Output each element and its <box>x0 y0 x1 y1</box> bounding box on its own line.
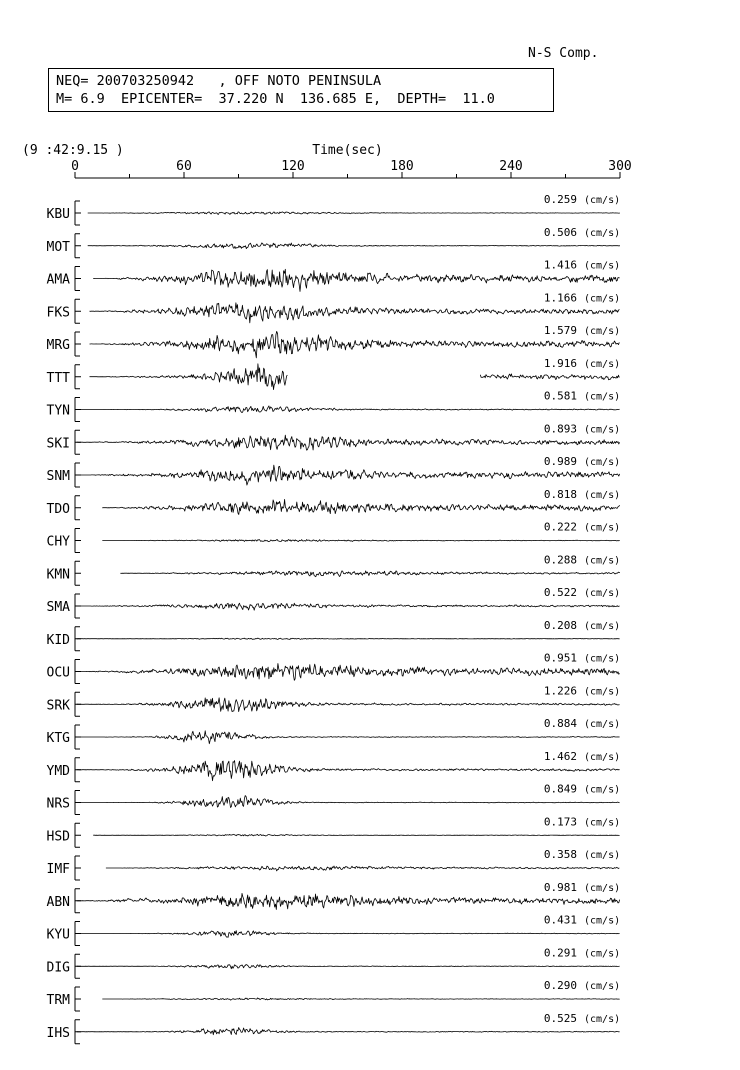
component-label: N-S Comp. <box>528 46 599 61</box>
station-trace-ihs <box>47 1012 621 1044</box>
station-trace-chy <box>47 521 621 553</box>
waveform <box>77 1028 620 1035</box>
station-label: KYU <box>46 927 70 943</box>
station-label: OCU <box>46 665 70 681</box>
peak-unit: (cm/s) <box>584 391 621 403</box>
peak-unit: (cm/s) <box>584 424 621 436</box>
peak-value: 0.581 <box>543 389 577 403</box>
waveform <box>102 499 619 514</box>
station-label: TDO <box>46 501 70 517</box>
peak-value: 0.525 <box>543 1011 577 1025</box>
station-label: KBU <box>46 207 70 222</box>
station-trace-kyu <box>47 914 621 946</box>
station-label: SKI <box>46 436 70 452</box>
station-label: IHS <box>46 1025 70 1041</box>
peak-unit: (cm/s) <box>584 293 621 305</box>
station-trace-ski <box>47 422 621 454</box>
waveform <box>77 664 620 681</box>
station-trace-ttt <box>47 357 621 390</box>
peak-unit: (cm/s) <box>584 457 621 468</box>
peak-unit: (cm/s) <box>584 882 621 894</box>
station-trace-nrs <box>47 783 621 815</box>
x-tick-label: 0 <box>71 159 79 174</box>
waveform <box>102 540 619 542</box>
station-trace-kid <box>47 619 621 651</box>
station-trace-srk <box>47 684 621 716</box>
station-label: CHY <box>46 534 70 550</box>
peak-unit: (cm/s) <box>584 817 621 829</box>
peak-unit: (cm/s) <box>584 1013 621 1025</box>
waveform <box>120 571 620 577</box>
peak-value: 0.431 <box>543 913 577 927</box>
peak-value: 0.291 <box>543 946 577 960</box>
station-label: TYN <box>46 403 70 419</box>
x-axis-title: Time(sec) <box>312 143 383 158</box>
station-label: SNM <box>46 469 70 484</box>
peak-value: 0.893 <box>543 422 577 436</box>
peak-value: 0.884 <box>543 717 577 730</box>
station-label: KMN <box>46 567 70 583</box>
x-tick-label: 180 <box>390 159 414 174</box>
waveform <box>88 212 620 215</box>
waveform <box>77 638 620 639</box>
waveform <box>77 603 620 610</box>
station-label: YMD <box>46 763 70 779</box>
waveform <box>77 698 620 712</box>
peak-unit: (cm/s) <box>584 981 621 992</box>
peak-value: 1.462 <box>543 749 577 763</box>
peak-value: 0.522 <box>543 586 577 599</box>
waveform <box>93 269 619 291</box>
station-label: FKS <box>46 305 70 321</box>
station-trace-kbu <box>47 193 621 225</box>
waveform <box>93 834 619 836</box>
peak-value: 1.579 <box>543 324 577 337</box>
station-label: MOT <box>46 239 70 255</box>
waveform <box>77 893 620 909</box>
station-label: SMA <box>46 600 70 615</box>
station-label: KID <box>46 632 70 648</box>
peak-value: 0.222 <box>543 520 577 534</box>
station-trace-imf <box>47 848 621 880</box>
peak-value: 0.208 <box>543 618 577 632</box>
station-trace-sma <box>47 586 621 618</box>
x-tick-label: 120 <box>281 159 305 174</box>
peak-unit: (cm/s) <box>584 620 621 632</box>
peak-value: 0.981 <box>543 880 577 894</box>
waveform <box>90 303 620 323</box>
peak-unit: (cm/s) <box>584 948 621 960</box>
station-trace-ama <box>47 259 621 292</box>
peak-unit: (cm/s) <box>584 489 621 501</box>
waveform <box>88 243 620 249</box>
peak-value: 1.416 <box>543 258 577 272</box>
peak-value: 1.226 <box>543 684 577 698</box>
peak-unit: (cm/s) <box>584 719 621 730</box>
waveform <box>77 965 620 969</box>
peak-unit: (cm/s) <box>584 751 621 763</box>
station-label: ABN <box>46 894 70 910</box>
peak-value: 0.259 <box>543 193 577 206</box>
peak-value: 1.916 <box>543 356 577 370</box>
waveform <box>77 731 620 744</box>
station-trace-dig <box>47 946 621 978</box>
peak-unit: (cm/s) <box>584 784 621 796</box>
station-label: KTG <box>46 731 70 746</box>
waveform <box>106 866 619 871</box>
peak-value: 0.849 <box>543 782 577 796</box>
waveform <box>77 435 620 450</box>
event-info-line-2: M= 6.9 EPICENTER= 37.220 N 136.685 E, DEPTH= 11.0 <box>56 91 495 107</box>
station-trace-hsd <box>47 815 621 847</box>
peak-unit: (cm/s) <box>584 522 621 534</box>
station-label: IMF <box>46 862 70 877</box>
waveform <box>90 331 620 357</box>
peak-value: 0.951 <box>543 651 577 665</box>
waveform <box>77 796 620 808</box>
peak-unit: (cm/s) <box>584 653 621 665</box>
waveform <box>77 931 620 938</box>
station-trace-fks <box>47 291 621 323</box>
station-trace-mot <box>47 226 621 258</box>
station-label: MRG <box>46 338 70 353</box>
peak-value: 0.989 <box>543 455 577 468</box>
station-trace-kmn <box>47 553 621 585</box>
station-label: TTT <box>46 370 70 386</box>
station-trace-tyn <box>47 390 621 422</box>
station-trace-mrg <box>47 324 621 358</box>
x-tick-label: 60 <box>176 159 192 174</box>
peak-value: 0.506 <box>543 225 577 239</box>
station-trace-trm <box>47 979 621 1011</box>
station-trace-tdo <box>47 488 621 520</box>
station-trace-abn <box>47 881 621 913</box>
peak-unit: (cm/s) <box>584 260 621 272</box>
start-time-label: (9 :42:9.15 ) <box>22 143 124 158</box>
peak-unit: (cm/s) <box>584 326 621 337</box>
peak-value: 0.818 <box>543 487 577 501</box>
peak-unit: (cm/s) <box>584 555 621 567</box>
peak-unit: (cm/s) <box>584 358 621 370</box>
waveform <box>77 406 620 413</box>
station-label: SRK <box>46 698 70 714</box>
station-trace-snm <box>47 455 621 487</box>
peak-unit: (cm/s) <box>584 195 621 206</box>
waveform <box>77 761 620 781</box>
peak-unit: (cm/s) <box>584 588 621 599</box>
peak-unit: (cm/s) <box>584 686 621 698</box>
waveform <box>90 364 620 390</box>
peak-unit: (cm/s) <box>584 227 621 239</box>
station-label: HSD <box>46 829 70 845</box>
station-label: DIG <box>46 960 70 976</box>
station-label: TRM <box>46 993 70 1008</box>
waveform <box>102 998 619 1000</box>
x-tick-label: 300 <box>608 159 632 174</box>
peak-unit: (cm/s) <box>584 915 621 927</box>
peak-value: 1.166 <box>543 291 577 305</box>
station-label: AMA <box>46 272 70 288</box>
station-trace-ktg <box>47 717 621 749</box>
station-trace-ocu <box>47 652 621 684</box>
x-tick-label: 240 <box>499 159 523 174</box>
peak-value: 0.288 <box>543 553 577 567</box>
peak-value: 0.173 <box>543 815 577 829</box>
peak-value: 0.290 <box>543 979 577 992</box>
waveform <box>77 465 620 485</box>
station-trace-ymd <box>47 750 621 782</box>
peak-unit: (cm/s) <box>584 850 621 861</box>
station-label: NRS <box>46 796 70 812</box>
event-info-line-1: NEQ= 200703250942 , OFF NOTO PENINSULA <box>56 73 382 89</box>
peak-value: 0.358 <box>543 848 577 861</box>
